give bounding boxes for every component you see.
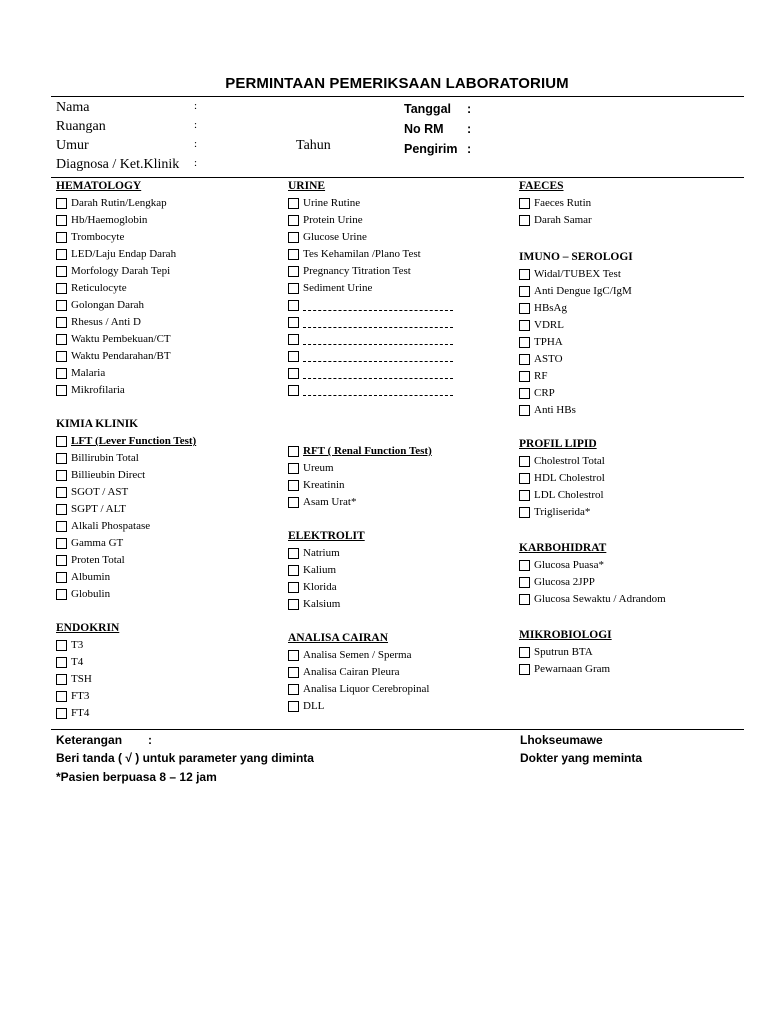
top-divider — [51, 96, 744, 97]
analisa-item-analisa-liquor-cerebropinal[interactable] — [288, 681, 518, 698]
hematology-item-morfology-darah-tepi[interactable] — [56, 263, 286, 280]
endokrin-checkbox[interactable] — [56, 691, 67, 702]
nama-colon: : — [194, 100, 198, 112]
kimia-item-label: SGOT / AST — [71, 486, 129, 498]
blank-fill-line[interactable] — [303, 386, 453, 396]
karbo-list — [519, 557, 744, 608]
faeces-checkbox[interactable] — [519, 215, 530, 226]
lipid-checkbox[interactable] — [519, 490, 530, 501]
rft-item-asam-urat[interactable] — [288, 494, 518, 511]
urine-item-pregnancy-titration-test[interactable] — [288, 263, 518, 280]
kimia-item-label: Alkali Phospatase — [71, 520, 151, 532]
urine-blank-checkbox[interactable] — [288, 300, 299, 311]
elektrolit-checkbox[interactable] — [288, 582, 299, 593]
urine-item-protein-urine[interactable] — [288, 212, 518, 229]
hematology-item-label: Waktu Pembekuan/CT — [71, 333, 171, 345]
urine-item-sediment-urine[interactable] — [288, 280, 518, 297]
kimia-item-label: Albumin — [71, 571, 111, 583]
imuno-item-rf[interactable] — [519, 368, 744, 385]
rft-item-label: Ureum — [303, 462, 334, 474]
city-text: Lhokseumawe — [520, 733, 603, 747]
endokrin-checkbox[interactable] — [56, 640, 67, 651]
faeces-list — [519, 195, 744, 229]
keterangan-colon: : — [148, 733, 152, 747]
hematology-item-label: LED/Laju Endap Darah — [71, 248, 177, 260]
hematology-item-label: Reticulocyte — [71, 282, 127, 294]
hematology-item-hb-haemoglobin[interactable] — [56, 212, 286, 229]
endokrin-item-label: FT4 — [71, 707, 90, 719]
faeces-title: FAECES — [519, 180, 564, 192]
mikro-item-label: Pewarnaan Gram — [534, 663, 611, 675]
kimia-checkbox[interactable] — [56, 538, 67, 549]
imuno-item-crp[interactable] — [519, 385, 744, 402]
kimia-title: KIMIA KLINIK — [56, 418, 139, 430]
hematology-checkbox[interactable] — [56, 334, 67, 345]
analisa-title: ANALISA CAIRAN — [288, 632, 389, 644]
urine-blank-item[interactable] — [288, 382, 518, 399]
umur-label: Umur — [56, 138, 89, 153]
urine-checkbox[interactable] — [288, 249, 299, 260]
hematology-item-reticulocyte[interactable] — [56, 280, 286, 297]
mikro-item-pewarnaan-gram[interactable] — [519, 661, 744, 678]
hematology-item-malaria[interactable] — [56, 365, 286, 382]
imuno-checkbox[interactable] — [519, 354, 530, 365]
karbo-item-glucosa-puasa[interactable] — [519, 557, 744, 574]
rft-checkbox[interactable] — [288, 497, 299, 508]
lipid-checkbox[interactable] — [519, 456, 530, 467]
fasting-note: *Pasien berpuasa 8 – 12 jam — [56, 770, 217, 784]
urine-blank-item[interactable] — [288, 297, 518, 314]
norm-label: No RM — [404, 122, 444, 136]
hematology-checkbox[interactable] — [56, 351, 67, 362]
kimia-item-proten-total[interactable] — [56, 552, 286, 569]
urine-item-urine-rutine[interactable] — [288, 195, 518, 212]
urine-item-glucose-urine[interactable] — [288, 229, 518, 246]
elektrolit-title: ELEKTROLIT — [288, 530, 365, 542]
hematology-item-label: Hb/Haemoglobin — [71, 214, 148, 226]
mikro-title: MIKROBIOLOGI — [519, 629, 612, 641]
hematology-item-label: Waktu Pendarahan/BT — [71, 350, 171, 362]
kimia-item-albumin[interactable] — [56, 569, 286, 586]
faeces-item-faeces-rutin[interactable] — [519, 195, 744, 212]
column-right — [519, 178, 744, 678]
footer-divider — [51, 729, 744, 730]
urine-blank-item[interactable] — [288, 314, 518, 331]
kimia-checkbox[interactable] — [56, 589, 67, 600]
ruangan-colon: : — [194, 119, 198, 131]
kimia-checkbox[interactable] — [56, 521, 67, 532]
column-middle — [288, 178, 518, 715]
elektrolit-checkbox[interactable] — [288, 565, 299, 576]
umur-colon: : — [194, 138, 198, 150]
kimia-checkbox[interactable] — [56, 504, 67, 515]
lipid-item-hdl-cholestrol[interactable] — [519, 470, 744, 487]
analisa-checkbox[interactable] — [288, 650, 299, 661]
lipid-item-cholestrol-total[interactable] — [519, 453, 744, 470]
kimia-item-billieubin-direct[interactable] — [56, 467, 286, 484]
lipid-item-label: Cholestrol Total — [534, 455, 605, 467]
blank-fill-line[interactable] — [303, 369, 453, 379]
endokrin-item-t3[interactable] — [56, 637, 286, 654]
mikro-checkbox[interactable] — [519, 664, 530, 675]
rft-item-ureum[interactable] — [288, 460, 518, 477]
pengirim-colon: : — [467, 142, 472, 156]
karbo-title: KARBOHIDRAT — [519, 542, 607, 554]
kimia-item-globulin[interactable] — [56, 586, 286, 603]
urine-checkbox[interactable] — [288, 283, 299, 294]
kimia-item-alkali-phospatase[interactable] — [56, 518, 286, 535]
urine-list — [288, 195, 518, 297]
rft-checkbox[interactable] — [288, 480, 299, 491]
endokrin-item-label: FT3 — [71, 690, 90, 702]
elektrolit-checkbox[interactable] — [288, 599, 299, 610]
analisa-checkbox[interactable] — [288, 684, 299, 695]
elektrolit-item-klorida[interactable] — [288, 579, 518, 596]
endokrin-checkbox[interactable] — [56, 657, 67, 668]
kimia-item-label: Globulin — [71, 588, 111, 600]
diagnosa-colon: : — [194, 157, 198, 169]
analisa-item-label: Analisa Liquor Cerebropinal — [303, 683, 430, 695]
karbo-checkbox[interactable] — [519, 577, 530, 588]
rft-item[interactable] — [288, 443, 518, 460]
kimia-item-billirubin-total[interactable] — [56, 450, 286, 467]
imuno-item-label: VDRL — [534, 319, 564, 331]
kimia-item-label: Gamma GT — [71, 537, 124, 549]
urine-item-label: Glucose Urine — [303, 231, 367, 243]
blank-fill-line[interactable] — [303, 335, 453, 345]
urine-item-label: Tes Kehamilan /Plano Test — [303, 248, 421, 260]
imuno-item-vdrl[interactable] — [519, 317, 744, 334]
analisa-item-analisa-semen-sperma[interactable] — [288, 647, 518, 664]
imuno-item-label: HBsAg — [534, 302, 568, 314]
hematology-checkbox[interactable] — [56, 249, 67, 260]
elektrolit-checkbox[interactable] — [288, 548, 299, 559]
analisa-item-label: Analisa Cairan Pleura — [303, 666, 400, 678]
hematology-checkbox[interactable] — [56, 385, 67, 396]
kimia-list — [56, 450, 286, 603]
kimia-item-label: Proten Total — [71, 554, 125, 566]
endokrin-checkbox[interactable] — [56, 708, 67, 719]
hematology-checkbox[interactable] — [56, 300, 67, 311]
elektrolit-item-kalium[interactable] — [288, 562, 518, 579]
lipid-checkbox[interactable] — [519, 507, 530, 518]
elektrolit-item-natrium[interactable] — [288, 545, 518, 562]
elektrolit-item-label: Kalium — [303, 564, 336, 576]
hematology-item-label: Darah Rutin/Lengkap — [71, 197, 167, 209]
faeces-item-label: Darah Samar — [534, 214, 592, 226]
urine-checkbox[interactable] — [288, 198, 299, 209]
analisa-checkbox[interactable] — [288, 701, 299, 712]
kimia-item-label: Billirubin Total — [71, 452, 139, 464]
hematology-item-waktu-pendarahan-bt[interactable] — [56, 348, 286, 365]
urine-blank-list — [288, 297, 518, 399]
imuno-item-tpha[interactable] — [519, 334, 744, 351]
lipid-item-ldl-cholestrol[interactable] — [519, 487, 744, 504]
lipid-checkbox[interactable] — [519, 473, 530, 484]
rft-item-label: Asam Urat* — [303, 496, 357, 508]
lipid-list — [519, 453, 744, 521]
endokrin-item-tsh[interactable] — [56, 671, 286, 688]
faeces-item-darah-samar[interactable] — [519, 212, 744, 229]
hematology-item-label: Trombocyte — [71, 231, 125, 243]
hematology-item-label: Mikrofilaria — [71, 384, 125, 396]
imuno-item-label: Anti HBs — [534, 404, 576, 416]
hematology-list — [56, 195, 286, 399]
kimia-item-sgpt-alt[interactable] — [56, 501, 286, 518]
rft-label: RFT ( Renal Function Test) — [303, 445, 432, 457]
hematology-item-led-laju-endap-darah[interactable] — [56, 246, 286, 263]
rft-list — [288, 460, 518, 511]
karbo-item-label: Glucosa Sewaktu / Adrandom — [534, 593, 666, 605]
elektrolit-item-label: Natrium — [303, 547, 340, 559]
hematology-item-trombocyte[interactable] — [56, 229, 286, 246]
karbo-item-label: Glucosa 2JPP — [534, 576, 595, 588]
urine-blank-checkbox[interactable] — [288, 334, 299, 345]
mikro-checkbox[interactable] — [519, 647, 530, 658]
urine-blank-item[interactable] — [288, 365, 518, 382]
elektrolit-item-label: Klorida — [303, 581, 337, 593]
imuno-title: IMUNO – SEROLOGI — [519, 251, 633, 263]
lft-item[interactable] — [56, 433, 286, 450]
lipid-item-label: HDL Cholestrol — [534, 472, 605, 484]
mikro-item-sputrun-bta[interactable] — [519, 644, 744, 661]
imuno-item-hbsag[interactable] — [519, 300, 744, 317]
urine-item-label: Protein Urine — [303, 214, 363, 226]
hematology-item-label: Golongan Darah — [71, 299, 145, 311]
doctor-text: Dokter yang meminta — [520, 751, 643, 765]
hematology-item-label: Morfology Darah Tepi — [71, 265, 171, 277]
imuno-item-asto[interactable] — [519, 351, 744, 368]
imuno-checkbox[interactable] — [519, 337, 530, 348]
urine-blank-checkbox[interactable] — [288, 385, 299, 396]
endokrin-item-label: T3 — [71, 639, 84, 651]
faeces-checkbox[interactable] — [519, 198, 530, 209]
hematology-checkbox[interactable] — [56, 283, 67, 294]
lft-label: LFT (Lever Function Test) — [71, 435, 197, 447]
kimia-item-label: Billieubin Direct — [71, 469, 146, 481]
lipid-item-label: LDL Cholestrol — [534, 489, 604, 501]
hematology-checkbox[interactable] — [56, 232, 67, 243]
hematology-item-label: Rhesus / Anti D — [71, 316, 141, 328]
elektrolit-item-label: Kalsium — [303, 598, 341, 610]
hematology-checkbox[interactable] — [56, 198, 67, 209]
page-title: PERMINTAAN PEMERIKSAAN LABORATORIUM — [225, 75, 569, 92]
endokrin-checkbox[interactable] — [56, 674, 67, 685]
ruangan-label: Ruangan — [56, 119, 106, 134]
imuno-checkbox[interactable] — [519, 269, 530, 280]
endokrin-list — [56, 637, 286, 722]
imuno-item-widal-tubex-test[interactable] — [519, 266, 744, 283]
hematology-checkbox[interactable] — [56, 266, 67, 277]
lipid-title: PROFIL LIPID — [519, 438, 597, 450]
analisa-item-dll[interactable] — [288, 698, 518, 715]
hematology-item-darah-rutin-lengkap[interactable] — [56, 195, 286, 212]
imuno-checkbox[interactable] — [519, 303, 530, 314]
urine-blank-item[interactable] — [288, 348, 518, 365]
hematology-item-mikrofilaria[interactable] — [56, 382, 286, 399]
imuno-checkbox[interactable] — [519, 286, 530, 297]
mikro-item-label: Sputrun BTA — [534, 646, 593, 658]
urine-blank-item[interactable] — [288, 331, 518, 348]
kimia-checkbox[interactable] — [56, 487, 67, 498]
kimia-checkbox[interactable] — [56, 572, 67, 583]
endokrin-item-ft4[interactable] — [56, 705, 286, 722]
imuno-checkbox[interactable] — [519, 320, 530, 331]
hematology-item-rhesus-anti-d[interactable] — [56, 314, 286, 331]
hematology-item-golongan-darah[interactable] — [56, 297, 286, 314]
karbo-item-glucosa-sewaktu-adrandom[interactable] — [519, 591, 744, 608]
urine-checkbox[interactable] — [288, 232, 299, 243]
urine-blank-checkbox[interactable] — [288, 368, 299, 379]
endokrin-item-t4[interactable] — [56, 654, 286, 671]
instruction-text: Beri tanda ( √ ) untuk parameter yang diminta — [56, 751, 314, 765]
rft-checkbox[interactable] — [288, 446, 299, 457]
diagnosa-label: Diagnosa / Ket.Klinik — [56, 157, 180, 172]
kimia-item-label: SGPT / ALT — [71, 503, 127, 515]
elektrolit-list — [288, 545, 518, 613]
imuno-item-label: TPHA — [534, 336, 563, 348]
column-left — [56, 178, 286, 722]
lipid-item-trigliserida[interactable] — [519, 504, 744, 521]
imuno-item-label: Widal/TUBEX Test — [534, 268, 621, 280]
imuno-list — [519, 266, 744, 419]
hematology-item-waktu-pembekuan-ct[interactable] — [56, 331, 286, 348]
nama-label: Nama — [56, 100, 90, 115]
rft-checkbox[interactable] — [288, 463, 299, 474]
urine-blank-checkbox[interactable] — [288, 351, 299, 362]
karbo-item-glucosa-2jpp[interactable] — [519, 574, 744, 591]
keterangan-label: Keterangan — [56, 733, 123, 747]
imuno-item-anti-dengue-igc-igm[interactable] — [519, 283, 744, 300]
endokrin-item-ft3[interactable] — [56, 688, 286, 705]
tanggal-label: Tanggal — [404, 102, 451, 116]
rft-item-label: Kreatinin — [303, 479, 345, 491]
analisa-item-analisa-cairan-pleura[interactable] — [288, 664, 518, 681]
analisa-item-label: Analisa Semen / Sperma — [303, 649, 412, 661]
tahun-label: Tahun — [296, 138, 331, 153]
hematology-checkbox[interactable] — [56, 215, 67, 226]
karbo-item-label: Glucosa Puasa* — [534, 559, 604, 571]
kimia-item-gamma-gt[interactable] — [56, 535, 286, 552]
urine-checkbox[interactable] — [288, 215, 299, 226]
urine-item-label: Urine Rutine — [303, 197, 361, 209]
imuno-item-anti-hbs[interactable] — [519, 402, 744, 419]
analisa-list — [288, 647, 518, 715]
karbo-checkbox[interactable] — [519, 560, 530, 571]
hematology-item-label: Malaria — [71, 367, 106, 379]
urine-checkbox[interactable] — [288, 266, 299, 277]
analisa-checkbox[interactable] — [288, 667, 299, 678]
imuno-checkbox[interactable] — [519, 405, 530, 416]
urine-title: URINE — [288, 180, 326, 192]
urine-item-label: Pregnancy Titration Test — [303, 265, 411, 277]
endokrin-item-label: TSH — [71, 673, 92, 685]
endokrin-item-label: T4 — [71, 656, 84, 668]
lipid-item-label: Trigliserida* — [534, 506, 591, 518]
blank-fill-line[interactable] — [303, 301, 453, 311]
mikro-list — [519, 644, 744, 678]
hematology-checkbox[interactable] — [56, 317, 67, 328]
hematology-title: HEMATOLOGY — [56, 180, 142, 192]
blank-fill-line[interactable] — [303, 318, 453, 328]
urine-item-tes-kehamilan-plano-test[interactable] — [288, 246, 518, 263]
kimia-checkbox[interactable] — [56, 555, 67, 566]
imuno-item-label: RF — [534, 370, 548, 382]
imuno-item-label: Anti Dengue IgC/IgM — [534, 285, 632, 297]
imuno-item-label: CRP — [534, 387, 555, 399]
lft-checkbox[interactable] — [56, 436, 67, 447]
karbo-checkbox[interactable] — [519, 594, 530, 605]
faeces-item-label: Faeces Rutin — [534, 197, 592, 209]
kimia-item-sgot-ast[interactable] — [56, 484, 286, 501]
blank-fill-line[interactable] — [303, 352, 453, 362]
analisa-item-label: DLL — [303, 700, 325, 712]
imuno-checkbox[interactable] — [519, 371, 530, 382]
urine-item-label: Sediment Urine — [303, 282, 373, 294]
imuno-checkbox[interactable] — [519, 388, 530, 399]
rft-item-kreatinin[interactable] — [288, 477, 518, 494]
urine-blank-checkbox[interactable] — [288, 317, 299, 328]
norm-colon: : — [467, 122, 472, 136]
kimia-checkbox[interactable] — [56, 453, 67, 464]
tanggal-colon: : — [467, 102, 472, 116]
kimia-checkbox[interactable] — [56, 470, 67, 481]
imuno-item-label: ASTO — [534, 353, 563, 365]
hematology-checkbox[interactable] — [56, 368, 67, 379]
endokrin-title: ENDOKRIN — [56, 622, 120, 634]
elektrolit-item-kalsium[interactable] — [288, 596, 518, 613]
pengirim-label: Pengirim — [404, 142, 458, 156]
